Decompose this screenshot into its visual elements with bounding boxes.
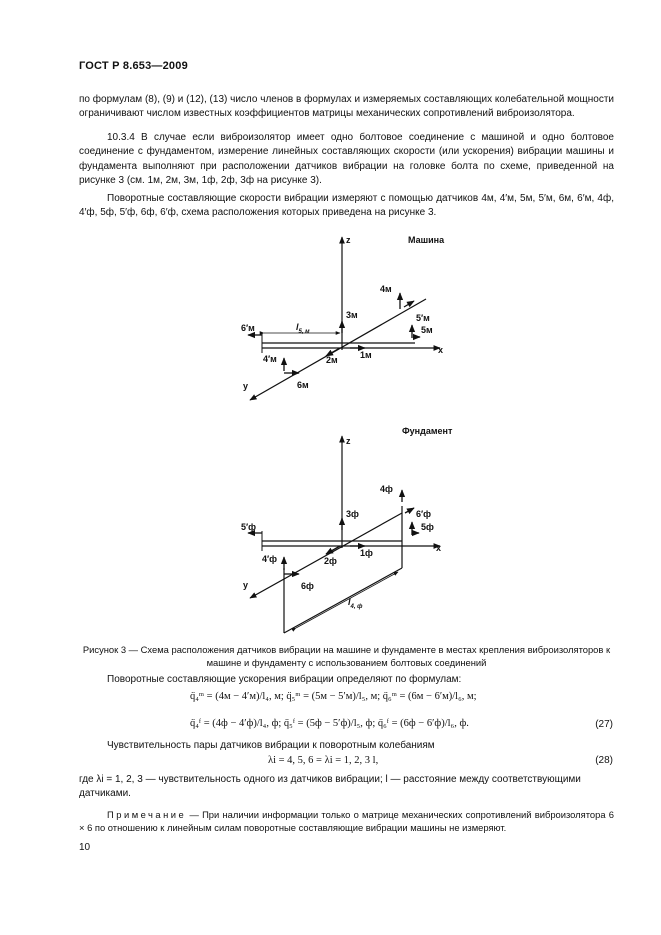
paragraph-4: Поворотные составляющие ускорения вибрации определяют по формулам: — [107, 674, 462, 685]
y-axis-label: y — [243, 381, 249, 391]
formula-sensitivity: λi = 4, 5, 6 = λi = 1, 2, 3 l, — [268, 755, 379, 766]
where-clause — [79, 773, 614, 802]
label-3f: 3ф — [346, 509, 359, 519]
formula-foundation: q̈₄ᶠ = (4ф − 4′ф)/l₄, ф; q̈₅ᶠ = (5ф − 5′ф)/l₅, ф; q̈₆ᶠ = (6ф − 6′ф)/l₆, ф. — [190, 718, 469, 729]
label-5f: 5ф — [421, 522, 434, 532]
dimension-label: $l_{5, м}$ — [296, 322, 310, 335]
sensor-arrow — [326, 546, 340, 554]
page-header: ГОСТ Р 8.653—2009 — [79, 60, 188, 72]
x-axis-label: x — [436, 543, 442, 553]
label-4m: 4м — [380, 284, 392, 294]
label-5pf: 5′ф — [241, 522, 257, 532]
label-2f: 2ф — [324, 556, 337, 566]
paragraph-2: 10.3.4 В случае если виброизолятор имеет одно болтовое соединение с машиной и одно болтовое соединение с фундаментом, измерение линейных составляющих скорости (или ускорения) вибрации машины и фундамента выполняют при расположении датчиков вибрации на головке болта по схеме, приведенной на рисунке 3 (см. 1м, 2м, 3м, 1ф, 2ф, 3ф на рисунке 3). — [79, 132, 614, 187]
label-2m: 2м — [326, 355, 338, 365]
z-axis-label: z — [346, 436, 351, 446]
page-number: 10 — [79, 842, 91, 853]
equation-number-28: (28) — [595, 755, 613, 766]
note-block — [79, 808, 614, 834]
diagonal-bar — [284, 568, 402, 633]
dimension-label: $l_{4, ф}$ — [348, 597, 363, 610]
machine-title: Машина — [408, 235, 445, 245]
label-5m: 5м — [421, 325, 433, 335]
label-6pm: 6′м — [241, 323, 255, 333]
label-1m: 1м — [360, 350, 372, 360]
paragraph-3: Поворотные составляющие скорости вибрации измеряют с помощью датчиков 4м, 4′м, 5м, 5′м, 6м, 6′м, 4ф, 4′ф, 5ф, 5′ф, 6ф, 6′ф, схема расположения которых приведена на рисунке 3. — [79, 193, 614, 219]
note-heading: Примечание — [107, 809, 187, 820]
paragraph-1: по формулам (8), (9) и (12), (13) число членов в формулах и измеряемых составляющих колебательной мощности ограничивают числом известных коэффициентов матрицы механических сопротивлений виброизолятора. — [79, 94, 614, 120]
label-1f: 1ф — [360, 548, 373, 558]
y-axis-label: y — [243, 580, 249, 590]
foundation-title: Фундамент — [402, 426, 453, 436]
machine-diagram — [0, 225, 661, 405]
label-4pf: 4′ф — [262, 554, 278, 564]
foundation-diagram — [0, 418, 661, 638]
label-5pm: 5′м — [416, 313, 430, 323]
where-text: — чувствительность одного из датчиков вибрации; l — расстояние между соответствующими датчиками. — [79, 774, 581, 800]
z-axis-label: z — [346, 235, 351, 245]
where-prefix: где λi = 1, 2, 3 — [79, 774, 143, 785]
figure-caption: Рисунок 3 — Схема расположения датчиков вибрации на машине и фундаменте в местах крепления виброизоляторов к машине и фундаменту с использованием болтовых соединений — [82, 644, 611, 668]
equation-number-27: (27) — [595, 719, 613, 730]
sensor-arrow — [405, 508, 414, 513]
formula-machine: q̈₄ᵐ = (4м − 4′м)/l₄, м; q̈₅ᵐ = (5м − 5′м)/l₅, м; q̈₆ᵐ = (6м − 6′м)/l₆, м; — [190, 691, 477, 702]
label-4pm: 4′м — [263, 354, 277, 364]
label-6f: 6ф — [301, 581, 314, 591]
x-axis-label: x — [438, 345, 444, 355]
label-6pf: 6′ф — [416, 509, 432, 519]
label-6m: 6м — [297, 380, 309, 390]
label-3m: 3м — [346, 310, 358, 320]
paragraph-5: Чувствительность пары датчиков вибрации к поворотным колебаниям — [107, 740, 435, 751]
note-text: — При наличии информации только о матрице механических сопротивлений виброизолятора 6 × 6 по отношению к линейным силам поворотные составляющие вибрации машины не измеряют. — [79, 809, 614, 833]
label-4f: 4ф — [380, 484, 393, 494]
